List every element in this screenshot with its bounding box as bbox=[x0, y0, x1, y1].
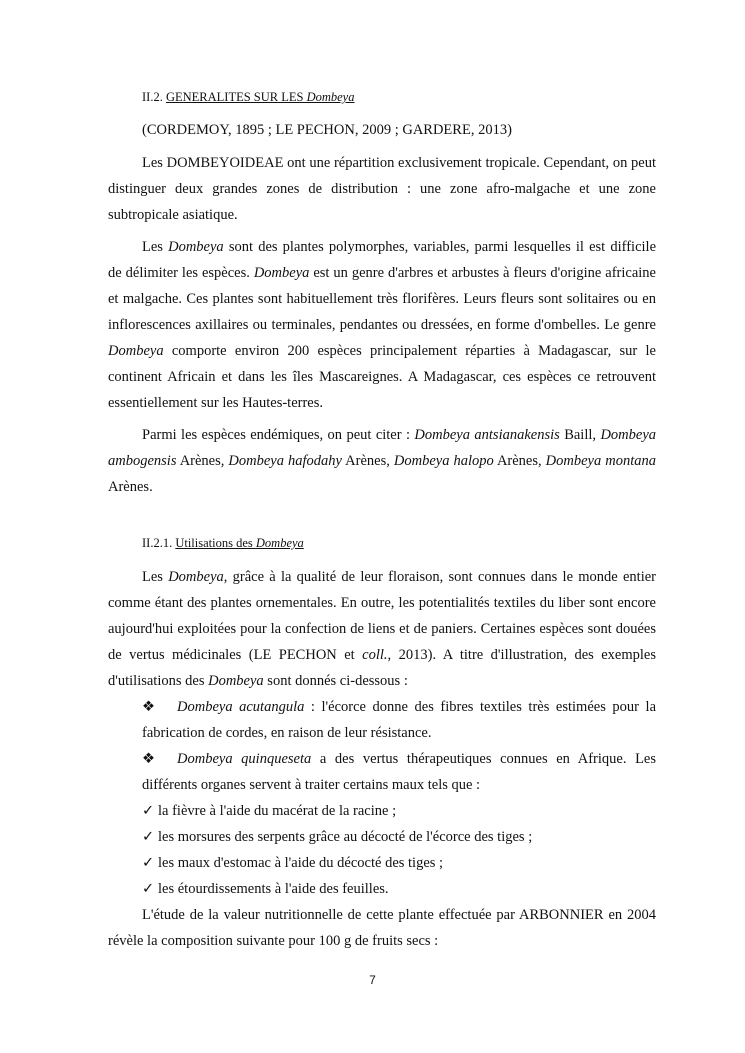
checkmark-icon: ✓ bbox=[142, 803, 155, 819]
check-item bbox=[142, 798, 656, 824]
subsection-title-genus: Dombeya bbox=[255, 536, 304, 550]
bullet-item bbox=[142, 746, 656, 798]
section-number: II.2. bbox=[142, 90, 163, 104]
paragraph-description: Les Dombeya sont des plantes polymorphes, variables, parmi lesquelles il est difficile de délimiter les espèces. Dombeya est un genre d'arbres et arbustes à fleurs d'origine africaine et malgache. Ces plantes sont habituellement très florifères. Leurs fleurs sont solitaires ou en inflorescences axillaires ou terminales, pendantes ou dressées, en forme d'ombelles. Le genre Dombeya comporte environ 200 espèces principalement réparties à Madagascar, sur le continent Africain et dans les îles Mascareignes. A Madagascar, ces espèces ce retrouvent essentiellement sur les Hautes-terres. bbox=[108, 239, 657, 411]
section-title-text: GENERALITES SUR LES bbox=[165, 90, 307, 104]
check-item bbox=[142, 824, 656, 850]
paragraph-endemic-species: Parmi les espèces endémiques, on peut citer : Dombeya antsianakensis Baill, Dombeya ambogensis Arènes, Dombeya hafodahy Arènes, Dombeya halopo Arènes, Dombeya montana Arènes. bbox=[108, 427, 657, 495]
bullet-text: : l'écorce donne des fibres textiles très estimées pour la fabrication de cordes, en raison de leur résistance. bbox=[142, 699, 656, 741]
check-item bbox=[142, 850, 656, 876]
check-text: les morsures des serpents grâce au décocté de l'écorce des tiges ; bbox=[158, 829, 533, 845]
subsection-title-text: Utilisations des bbox=[175, 536, 256, 550]
check-text: les maux d'estomac à l'aide du décocté des tiges ; bbox=[158, 855, 444, 871]
subsection-heading bbox=[142, 530, 656, 556]
section-references: (CORDEMOY, 1895 ; LE PECHON, 2009 ; GARDERE, 2013) bbox=[142, 122, 512, 138]
paragraph-distribution: Les DOMBEYOIDEAE ont une répartition exclusivement tropicale. Cependant, on peut distinguer deux grandes zones de distribution : une zone afro-malgache et une zone subtropicale asiatique. bbox=[108, 155, 656, 223]
section-heading bbox=[142, 84, 656, 110]
checkmark-icon: ✓ bbox=[142, 881, 155, 897]
check-item bbox=[142, 876, 656, 902]
section-title bbox=[166, 90, 355, 104]
check-text: la fièvre à l'aide du macérat de la racine ; bbox=[158, 803, 397, 819]
bullet-species: Dombeya quinqueseta bbox=[177, 751, 312, 767]
diamond-bullet-icon: ❖ bbox=[142, 751, 155, 767]
bullet-text: a des vertus thérapeutiques connues en Afrique. Les différents organes servent à traiter certains maux tels que : bbox=[142, 751, 657, 793]
subsection-title bbox=[175, 536, 303, 550]
document-page bbox=[108, 84, 656, 954]
paragraph-nutrition: L'étude de la valeur nutritionnelle de cette plante effectuée par ARBONNIER en 2004 révèle la composition suivante pour 100 g de fruits secs : bbox=[108, 907, 656, 949]
section-title-genus: Dombeya bbox=[306, 90, 355, 104]
paragraph-uses: Les Dombeya, grâce à la qualité de leur floraison, sont connues dans le monde entier comme étant des plantes ornementales. En outre, les potentialités textiles du liber sont encore aujourd'hui exploitées pour la confection de liens et de paniers. Certaines espèces sont douées de vertus médicinales (LE PECHON et coll., 2013). A titre d'illustration, des exemples d'utilisations des Dombeya sont donnés ci-dessous : bbox=[108, 569, 656, 689]
bullet-item bbox=[142, 694, 656, 746]
bullet-species: Dombeya acutangula bbox=[177, 699, 305, 715]
diamond-bullet-icon: ❖ bbox=[142, 699, 155, 715]
check-text: les étourdissements à l'aide des feuilles. bbox=[158, 881, 389, 897]
checkmark-icon: ✓ bbox=[142, 829, 155, 845]
subsection-number: II.2.1. bbox=[142, 536, 173, 550]
checkmark-icon: ✓ bbox=[142, 855, 155, 871]
page-number: 7 bbox=[369, 973, 376, 987]
